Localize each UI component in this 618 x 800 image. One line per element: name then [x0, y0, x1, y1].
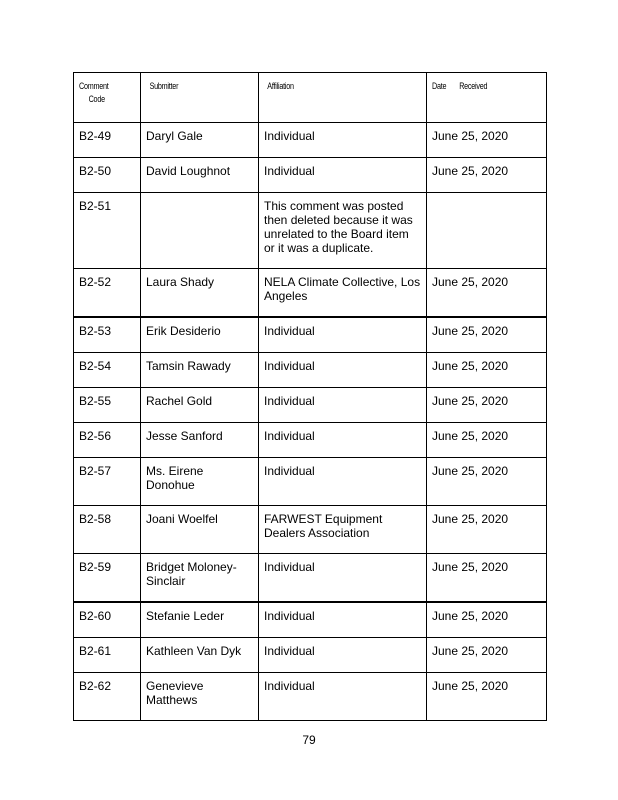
cell-affiliation: Individual — [259, 554, 427, 603]
cell-date: June 25, 2020 — [427, 158, 547, 193]
cell-affiliation: FARWEST Equipment Dealers Association — [259, 506, 427, 554]
cell-submitter: Kathleen Van Dyk — [141, 638, 259, 673]
cell-affiliation: Individual — [259, 458, 427, 506]
table-row — [74, 638, 547, 673]
cell-date: June 25, 2020 — [427, 554, 547, 603]
cell-submitter: Genevieve Matthews — [141, 673, 259, 721]
cell-submitter: Ms. Eirene Donohue — [141, 458, 259, 506]
cell-affiliation: Individual — [259, 602, 427, 638]
cell-code: B2-54 — [74, 353, 141, 388]
table-row — [74, 269, 547, 318]
cell-code: B2-55 — [74, 388, 141, 423]
page-number: 79 — [302, 733, 316, 747]
comments-table — [73, 72, 547, 721]
cell-submitter: David Loughnot — [141, 158, 259, 193]
header-affiliation: Affiliation — [259, 73, 427, 123]
cell-code: B2-58 — [74, 506, 141, 554]
header-code-line2: Code — [88, 94, 105, 104]
table-row — [74, 506, 547, 554]
header-date-received: Date Received — [427, 73, 547, 123]
cell-submitter: Rachel Gold — [141, 388, 259, 423]
cell-code: B2-61 — [74, 638, 141, 673]
cell-date — [427, 193, 547, 269]
cell-date: June 25, 2020 — [427, 673, 547, 721]
table-row — [74, 554, 547, 603]
header-code-line1: Comment — [79, 81, 109, 91]
cell-submitter: Joani Woelfel — [141, 506, 259, 554]
cell-affiliation: This comment was posted then deleted because it was unrelated to the Board item or it was a duplicate. — [259, 193, 427, 269]
cell-code: B2-62 — [74, 673, 141, 721]
cell-submitter: Stefanie Leder — [141, 602, 259, 638]
cell-code: B2-52 — [74, 269, 141, 318]
cell-affiliation: Individual — [259, 638, 427, 673]
table-row — [74, 193, 547, 269]
cell-code: B2-57 — [74, 458, 141, 506]
header-submitter: Submitter — [141, 73, 259, 123]
table-row — [74, 423, 547, 458]
cell-code: B2-49 — [74, 123, 141, 158]
cell-affiliation: Individual — [259, 423, 427, 458]
cell-affiliation: Individual — [259, 123, 427, 158]
header-row — [74, 73, 547, 123]
cell-date: June 25, 2020 — [427, 458, 547, 506]
cell-submitter — [141, 193, 259, 269]
table-row — [74, 458, 547, 506]
table-row — [74, 388, 547, 423]
cell-submitter: Tamsin Rawady — [141, 353, 259, 388]
cell-date: June 25, 2020 — [427, 353, 547, 388]
cell-submitter: Bridget Moloney-Sinclair — [141, 554, 259, 603]
cell-date: June 25, 2020 — [427, 123, 547, 158]
table-row — [74, 673, 547, 721]
table-row — [74, 317, 547, 353]
table-row — [74, 158, 547, 193]
cell-affiliation: Individual — [259, 353, 427, 388]
cell-affiliation: NELA Climate Collective, Los Angeles — [259, 269, 427, 318]
cell-date: June 25, 2020 — [427, 269, 547, 318]
cell-code: B2-56 — [74, 423, 141, 458]
table-row — [74, 123, 547, 158]
cell-submitter: Daryl Gale — [141, 123, 259, 158]
cell-affiliation: Individual — [259, 673, 427, 721]
cell-code: B2-59 — [74, 554, 141, 603]
cell-code: B2-50 — [74, 158, 141, 193]
cell-date: June 25, 2020 — [427, 388, 547, 423]
cell-date: June 25, 2020 — [427, 602, 547, 638]
cell-code: B2-60 — [74, 602, 141, 638]
cell-affiliation: Individual — [259, 317, 427, 353]
cell-submitter: Jesse Sanford — [141, 423, 259, 458]
cell-code: B2-51 — [74, 193, 141, 269]
table-row — [74, 602, 547, 638]
cell-date: June 25, 2020 — [427, 638, 547, 673]
cell-code: B2-53 — [74, 317, 141, 353]
cell-date: June 25, 2020 — [427, 423, 547, 458]
cell-date: June 25, 2020 — [427, 506, 547, 554]
table-row — [74, 353, 547, 388]
cell-date: June 25, 2020 — [427, 317, 547, 353]
cell-submitter: Laura Shady — [141, 269, 259, 318]
cell-submitter: Erik Desiderio — [141, 317, 259, 353]
cell-affiliation: Individual — [259, 388, 427, 423]
header-comment-code — [74, 73, 141, 123]
cell-affiliation: Individual — [259, 158, 427, 193]
